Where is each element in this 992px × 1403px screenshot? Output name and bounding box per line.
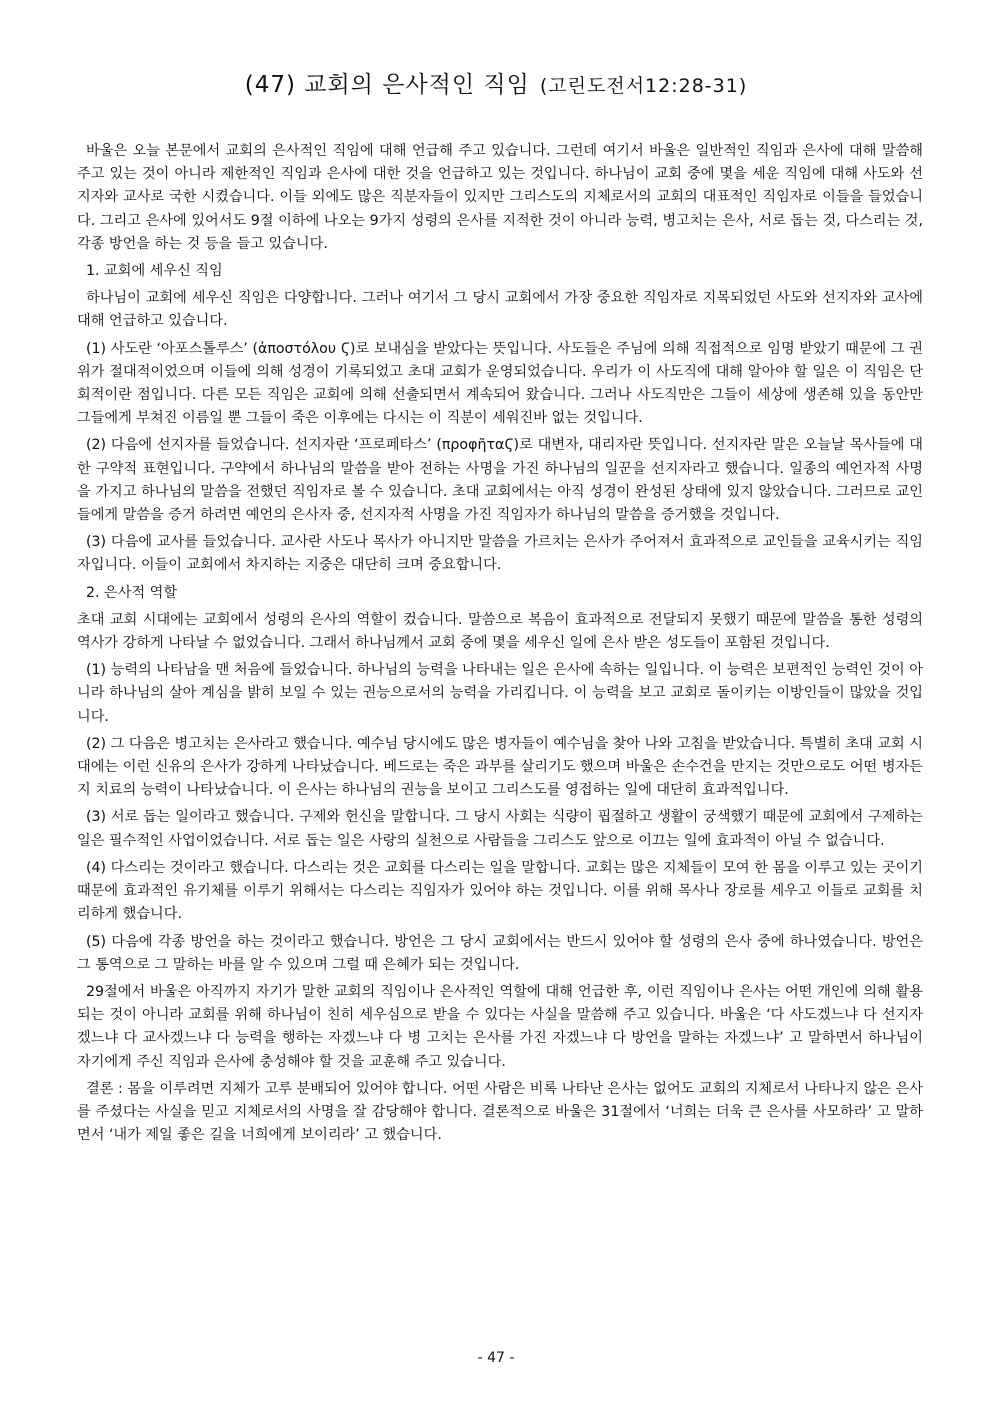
paragraph: (1) 능력의 나타남을 맨 처음에 들었습니다. 하나님의 능력을 나타내는 일은 은사에 속하는 일입니다. 이 능력은 보편적인 능력인 것이 아니라 하나님의 살아 계심을 밝히 보일 수 있는 권능으로서의 능력을 가리킵니다. 이 능력을 보고 교회로 돌이키는 이방인들이 많았을 것입니다. xyxy=(77,662,923,725)
paragraph: (2) 다음에 선지자를 들었습니다. 선지자란 ‘프로페타스’ (προφῆταϚ)로 대변자, 대리자란 뜻입니다. 선지자란 말은 오늘날 목사들에 대한 구약적 표현입니다. 구약에서 하나님의 말씀을 받아 전하는 사명을 가진 하나님의 일꾼을 선지자라고 했습니다. 일종의 예언자적 사명을 가지고 하나님의 말씀을 전했던 직임자로 볼 수 있습니다. 초대 교회에서는 아직 성경이 완성된 상태에 있지 않았습니다. 그러므로 교인들에게 말씀을 증거 하려면 예언의 은사자 중, 선지자적 사명을 가진 직임자가 하나님의 말씀을 증거했을 것입니다. xyxy=(77,437,923,524)
paragraph: (3) 다음에 교사를 들었습니다. 교사란 사도나 목사가 아니지만 말씀을 가르치는 은사가 주어져서 효과적으로 교인들을 교육시키는 직임자입니다. 이들이 교회에서 차지하는 지중은 대단히 크며 중요합니다. xyxy=(77,534,923,574)
paragraph-conclusion: 결론 : 몸을 이루려면 지체가 고루 분배되어 있어야 합니다. 어떤 사람은 비록 나타난 은사는 없어도 교회의 지체로서 나타나지 않은 은사를 주셨다는 사실을 믿고 지체로서의 사명을 잘 감당해야 합니다. 결론적으로 바울은 31절에서 ‘너희는 더욱 큰 은사를 사모하라’ 고 말하면서 ‘내가 제일 좋은 길을 너희에게 보이리라’ 고 했습니다. xyxy=(77,1080,923,1144)
document-body xyxy=(77,140,923,1151)
scripture-reference: (고린도전서12:28-31) xyxy=(539,75,748,97)
page-title xyxy=(0,66,992,99)
section-heading-2: 2. 은사적 역할 xyxy=(86,584,178,601)
paragraph: (3) 서로 돕는 일이라고 했습니다. 구제와 헌신을 말합니다. 그 당시 사회는 식량이 핍절하고 생활이 궁색했기 때문에 교회에서 구제하는 일은 필수적인 사업이었습니다. 서로 돕는 일은 사랑의 실천으로 사람들을 그리스도 앞으로 이끄는 일에 효과적이 아닐 수 없습니다. xyxy=(77,809,923,849)
paragraph: (2) 그 다음은 병고치는 은사라고 했습니다. 예수님 당시에도 많은 병자들이 예수님을 찾아 나와 고침을 받았습니다. 특별히 초대 교회 시대에는 이런 신유의 은사가 강하게 나타났습니다. 베드로는 죽은 과부를 살리기도 했으며 바울은 손수건을 만지는 것만으로도 어떤 병자든지 치료의 능력이 나타났습니다. 이 은사는 하나님의 권능을 보이고 그리스도를 영접하는 일에 대단히 효과적입니다. xyxy=(77,735,923,799)
paragraph-intro: 바울은 오늘 본문에서 교회의 은사적인 직임에 대해 언급해 주고 있습니다. 그런데 여기서 바울은 일반적인 직임과 은사에 대해 말씀해 주고 있는 것이 아니라 제한적인 직임과 은사에 대한 것을 언급하고 있는 것입니다. 하나님이 교회 중에 몇을 세운 직임에 대해 사도와 선지자와 교사로 국한 시켰습니다. 이들 외에도 많은 직분자들이 있지만 그리스도의 지체로서의 교회의 대표적인 직임자로 이들을 들었습니다. 그리고 은사에 있어서도 9절 이하에 나오는 9가지 성령의 은사를 지적한 것이 아니라 능력, 병고치는 은사, 서로 돕는 것, 다스리는 것, 각종 방언을 하는 것 등을 들고 있습니다. xyxy=(77,143,923,252)
section-heading-1: 1. 교회에 세우신 직임 xyxy=(86,263,223,280)
paragraph: 하나님이 교회에 세우신 직임은 다양합니다. 그러나 여기서 그 당시 교회에서 가장 중요한 직임자로 지목되었던 사도와 선지자와 교사에 대해 언급하고 있습니다. xyxy=(77,290,923,330)
page-number: - 47 - xyxy=(477,1350,515,1366)
paragraph: (4) 다스리는 것이라고 했습니다. 다스리는 것은 교회를 다스리는 일을 말합니다. 교회는 많은 지체들이 모여 한 몸을 이루고 있는 곳이기 때문에 효과적인 유기체를 이루기 위해서는 다스리는 직임자가 있어야 하는 것입니다. 이를 위해 목사나 장로를 세우고 이들로 교회를 치리하게 했습니다. xyxy=(77,859,923,923)
paragraph: 29절에서 바울은 아직까지 자기가 말한 교회의 직임이나 은사적인 역할에 대해 언급한 후, 이런 직임이나 은사는 어떤 개인에 의해 활용되는 것이 아니라 교회를 위해 하나님이 친히 세우심으로 받을 수 있다는 사실을 말씀해 주고 있습니다. 바울은 ‘다 사도겠느냐 다 선지자겠느냐 다 교사겠느냐 다 능력을 행하는 자겠느냐 다 병 고치는 은사를 가진 자겠느냐 다 방언을 말하는 자겠느냐’ 고 말하면서 하나님이 자기에게 주신 직임과 은사에 충성해야 할 것을 교훈해 주고 있습니다. xyxy=(77,983,923,1070)
paragraph: 초대 교회 시대에는 교회에서 성령의 은사의 역할이 컸습니다. 말씀으로 복음이 효과적으로 전달되지 못했기 때문에 말씀을 통한 성령의 역사가 강하게 나타날 수 없었습니다. 그래서 하나님께서 교회 중에 몇을 세우신 일에 은사 받은 성도들이 포함된 것입니다. xyxy=(77,611,923,652)
paragraph: (5) 다음에 각종 방언을 하는 것이라고 했습니다. 방언은 그 당시 교회에서는 반드시 있어야 할 성령의 은사 중에 하나였습니다. 방언은 그 통역으로 그 말하는 바를 알 수 있으며 그럴 때 은혜가 되는 것입니다. xyxy=(77,933,923,973)
title-text: (47) 교회의 은사적인 직임 xyxy=(244,72,530,98)
paragraph: (1) 사도란 ‘아포스톨루스’ (ἀποστόλου Ϛ)로 보내심을 받았다는 뜻입니다. 사도들은 주님에 의해 직접적으로 임명 받았기 때문에 그 권위가 절대적이었으며 이들에 의해 성경이 기록되었고 초대 교회가 운영되었습니다. 우리가 이 사도직에 대해 알아야 할 일은 이 직임은 단회적이란 점입니다. 다른 모든 직임은 교회에 의해 선출되면서 계속되어 왔습니다. 그러나 사도직만은 그들이 세상에 생존해 있을 동안만 그들에게 부쳐진 이름일 뿐 그들이 죽은 이후에는 다시는 이 직분이 세워진바 없는 것입니다. xyxy=(77,340,923,427)
